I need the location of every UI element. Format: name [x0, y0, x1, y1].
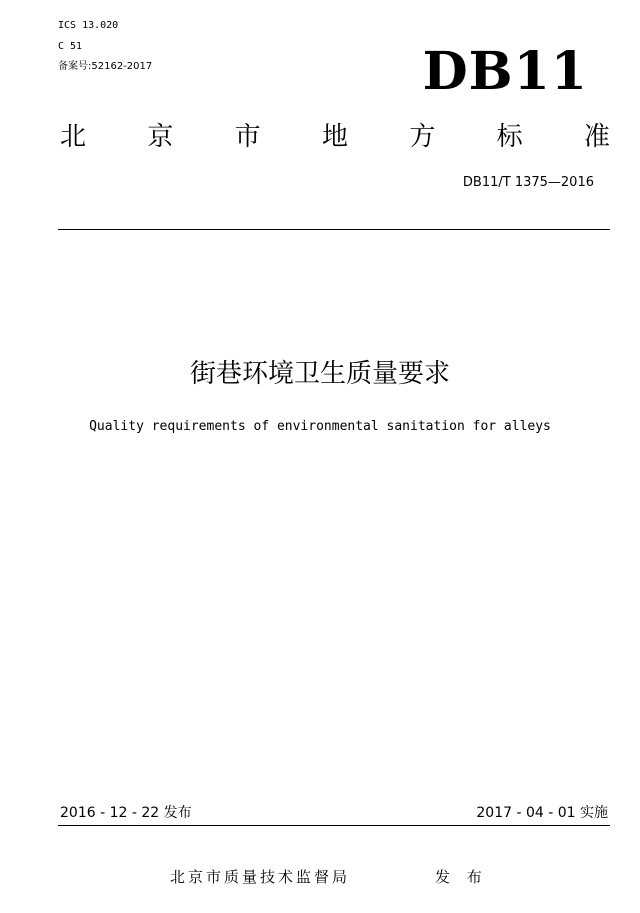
level-char: 地: [321, 122, 348, 152]
level-char: 京: [147, 122, 174, 152]
title-chinese: 街巷环境卫生质量要求: [189, 359, 450, 389]
level-char: 方: [409, 122, 436, 152]
publish-label: 发 布: [435, 868, 488, 886]
top-divider: [58, 229, 610, 230]
title-english: Quality requirements of environmental sanitation for alleys: [89, 419, 551, 434]
db11-logo: DB11: [422, 41, 588, 102]
ics-code: ICS 13.020: [58, 20, 119, 31]
level-char: 标: [496, 122, 523, 152]
implementation-date: 2017 - 04 - 01 实施: [476, 805, 608, 821]
standard-level-heading: [60, 120, 610, 154]
level-char: 北: [60, 122, 87, 152]
ccs-code: C 51: [58, 41, 83, 52]
issue-date: 2016 - 12 - 22 发布: [60, 805, 192, 821]
bottom-divider: [58, 825, 610, 826]
publisher-name: 北京市质量技术监督局: [170, 868, 351, 886]
record-number: 备案号:52162-2017: [58, 61, 153, 72]
standard-code: DB11/T 1375—2016: [462, 175, 594, 190]
level-char: 准: [583, 122, 610, 152]
level-char: 市: [234, 122, 261, 152]
